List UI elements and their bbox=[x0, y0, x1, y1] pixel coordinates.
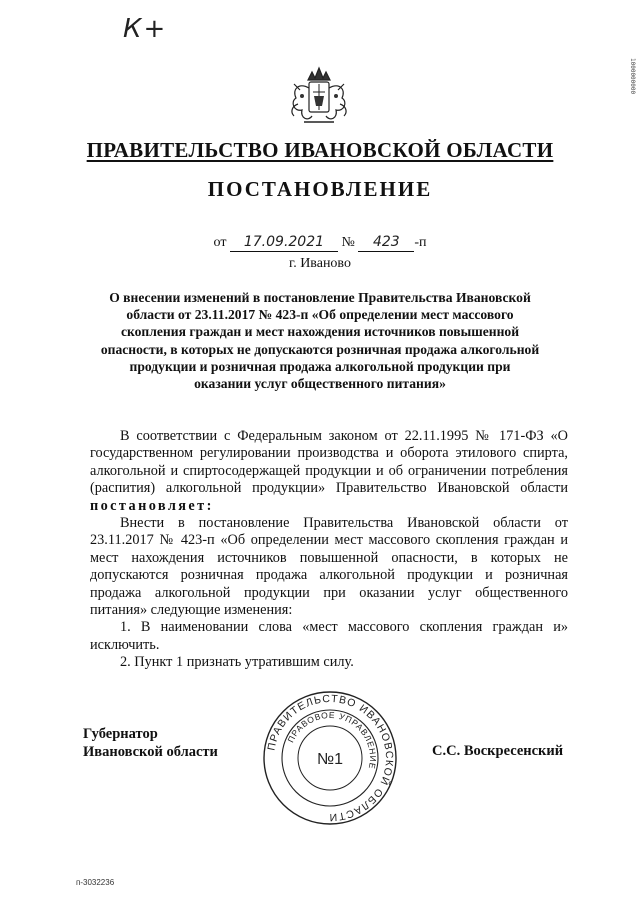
stamp-center-number: №1 bbox=[316, 751, 344, 768]
number-sign: № bbox=[341, 235, 355, 250]
document-subject: О внесении изменений в постановление Правительства Ивановской области от 23.11.2017 № 423-п «Об определении мест массового скопления граждан и мест нахождения источников повышенной опасности, в которых не допускаются розничная продажа алкогольной продукции и розничная продажа алкогольной продукции при оказании услуг общественного питания» bbox=[100, 290, 540, 392]
paragraph-item-2: 2. Пункт 1 признать утратившим силу. bbox=[120, 654, 354, 671]
coat-of-arms-emblem bbox=[284, 60, 354, 130]
preamble-text: В соответствии с Федеральным законом от 22.11.1995 № 171-ФЗ «О государственном регулировании производства и оборота этилового спирта, алкогольной и спиртосодержащей продукции и об ограничении потребления (распития) алкогольной продукции» Правительство Ивановской области bbox=[90, 428, 568, 497]
side-mark: 1000000000 bbox=[629, 58, 636, 95]
signatory-position bbox=[83, 725, 218, 761]
position-line-2: Ивановской области bbox=[83, 744, 218, 760]
document-type: ПОСТАНОВЛЕНИЕ bbox=[207, 177, 433, 201]
handwritten-note: К+ bbox=[123, 14, 168, 44]
document-body bbox=[90, 428, 568, 672]
stamp-inner-text: ПРАВОВОЕ УПРАВЛЕНИЕ bbox=[285, 709, 379, 771]
handwritten-number: 423 bbox=[372, 234, 400, 250]
paragraph-amendment: Внести в постановление Правительства Ивановской области от 23.11.2017 № 423-п «Об определении мест массового скопления граждан и мест нахождения источников повышенной опасности, в которых не допускаются розничная продажа алкогольной продукции и розничная продажа алкогольной продукции при оказании услуг общественного питания» следующие изменения: bbox=[90, 515, 568, 619]
paragraph-preamble bbox=[90, 428, 568, 515]
paragraph-item-1: 1. В наименовании слова «мест массового скопления граждан и» исключить. bbox=[90, 619, 568, 653]
date-prefix: от bbox=[213, 235, 227, 250]
number-suffix: -п bbox=[414, 235, 427, 250]
document-code: п-3032236 bbox=[76, 878, 115, 887]
signatory-name: С.С. Воскресенский bbox=[432, 743, 564, 759]
official-stamp bbox=[262, 690, 398, 826]
number-field bbox=[358, 234, 414, 252]
position-line-1: Губернатор bbox=[83, 726, 158, 742]
resolution-keyword: постановляет: bbox=[90, 497, 214, 514]
stamp-ring-text: ПРАВИТЕЛЬСТВО ИВАНОВСКОЙ ОБЛАСТИ bbox=[265, 692, 396, 824]
city-name: г. Иваново bbox=[289, 256, 351, 271]
handwritten-date: 17.09.2021 bbox=[243, 234, 325, 250]
government-title: ПРАВИТЕЛЬСТВО ИВАНОВСКОЙ ОБЛАСТИ bbox=[86, 138, 554, 162]
date-field bbox=[230, 234, 338, 252]
dateline bbox=[0, 234, 640, 252]
